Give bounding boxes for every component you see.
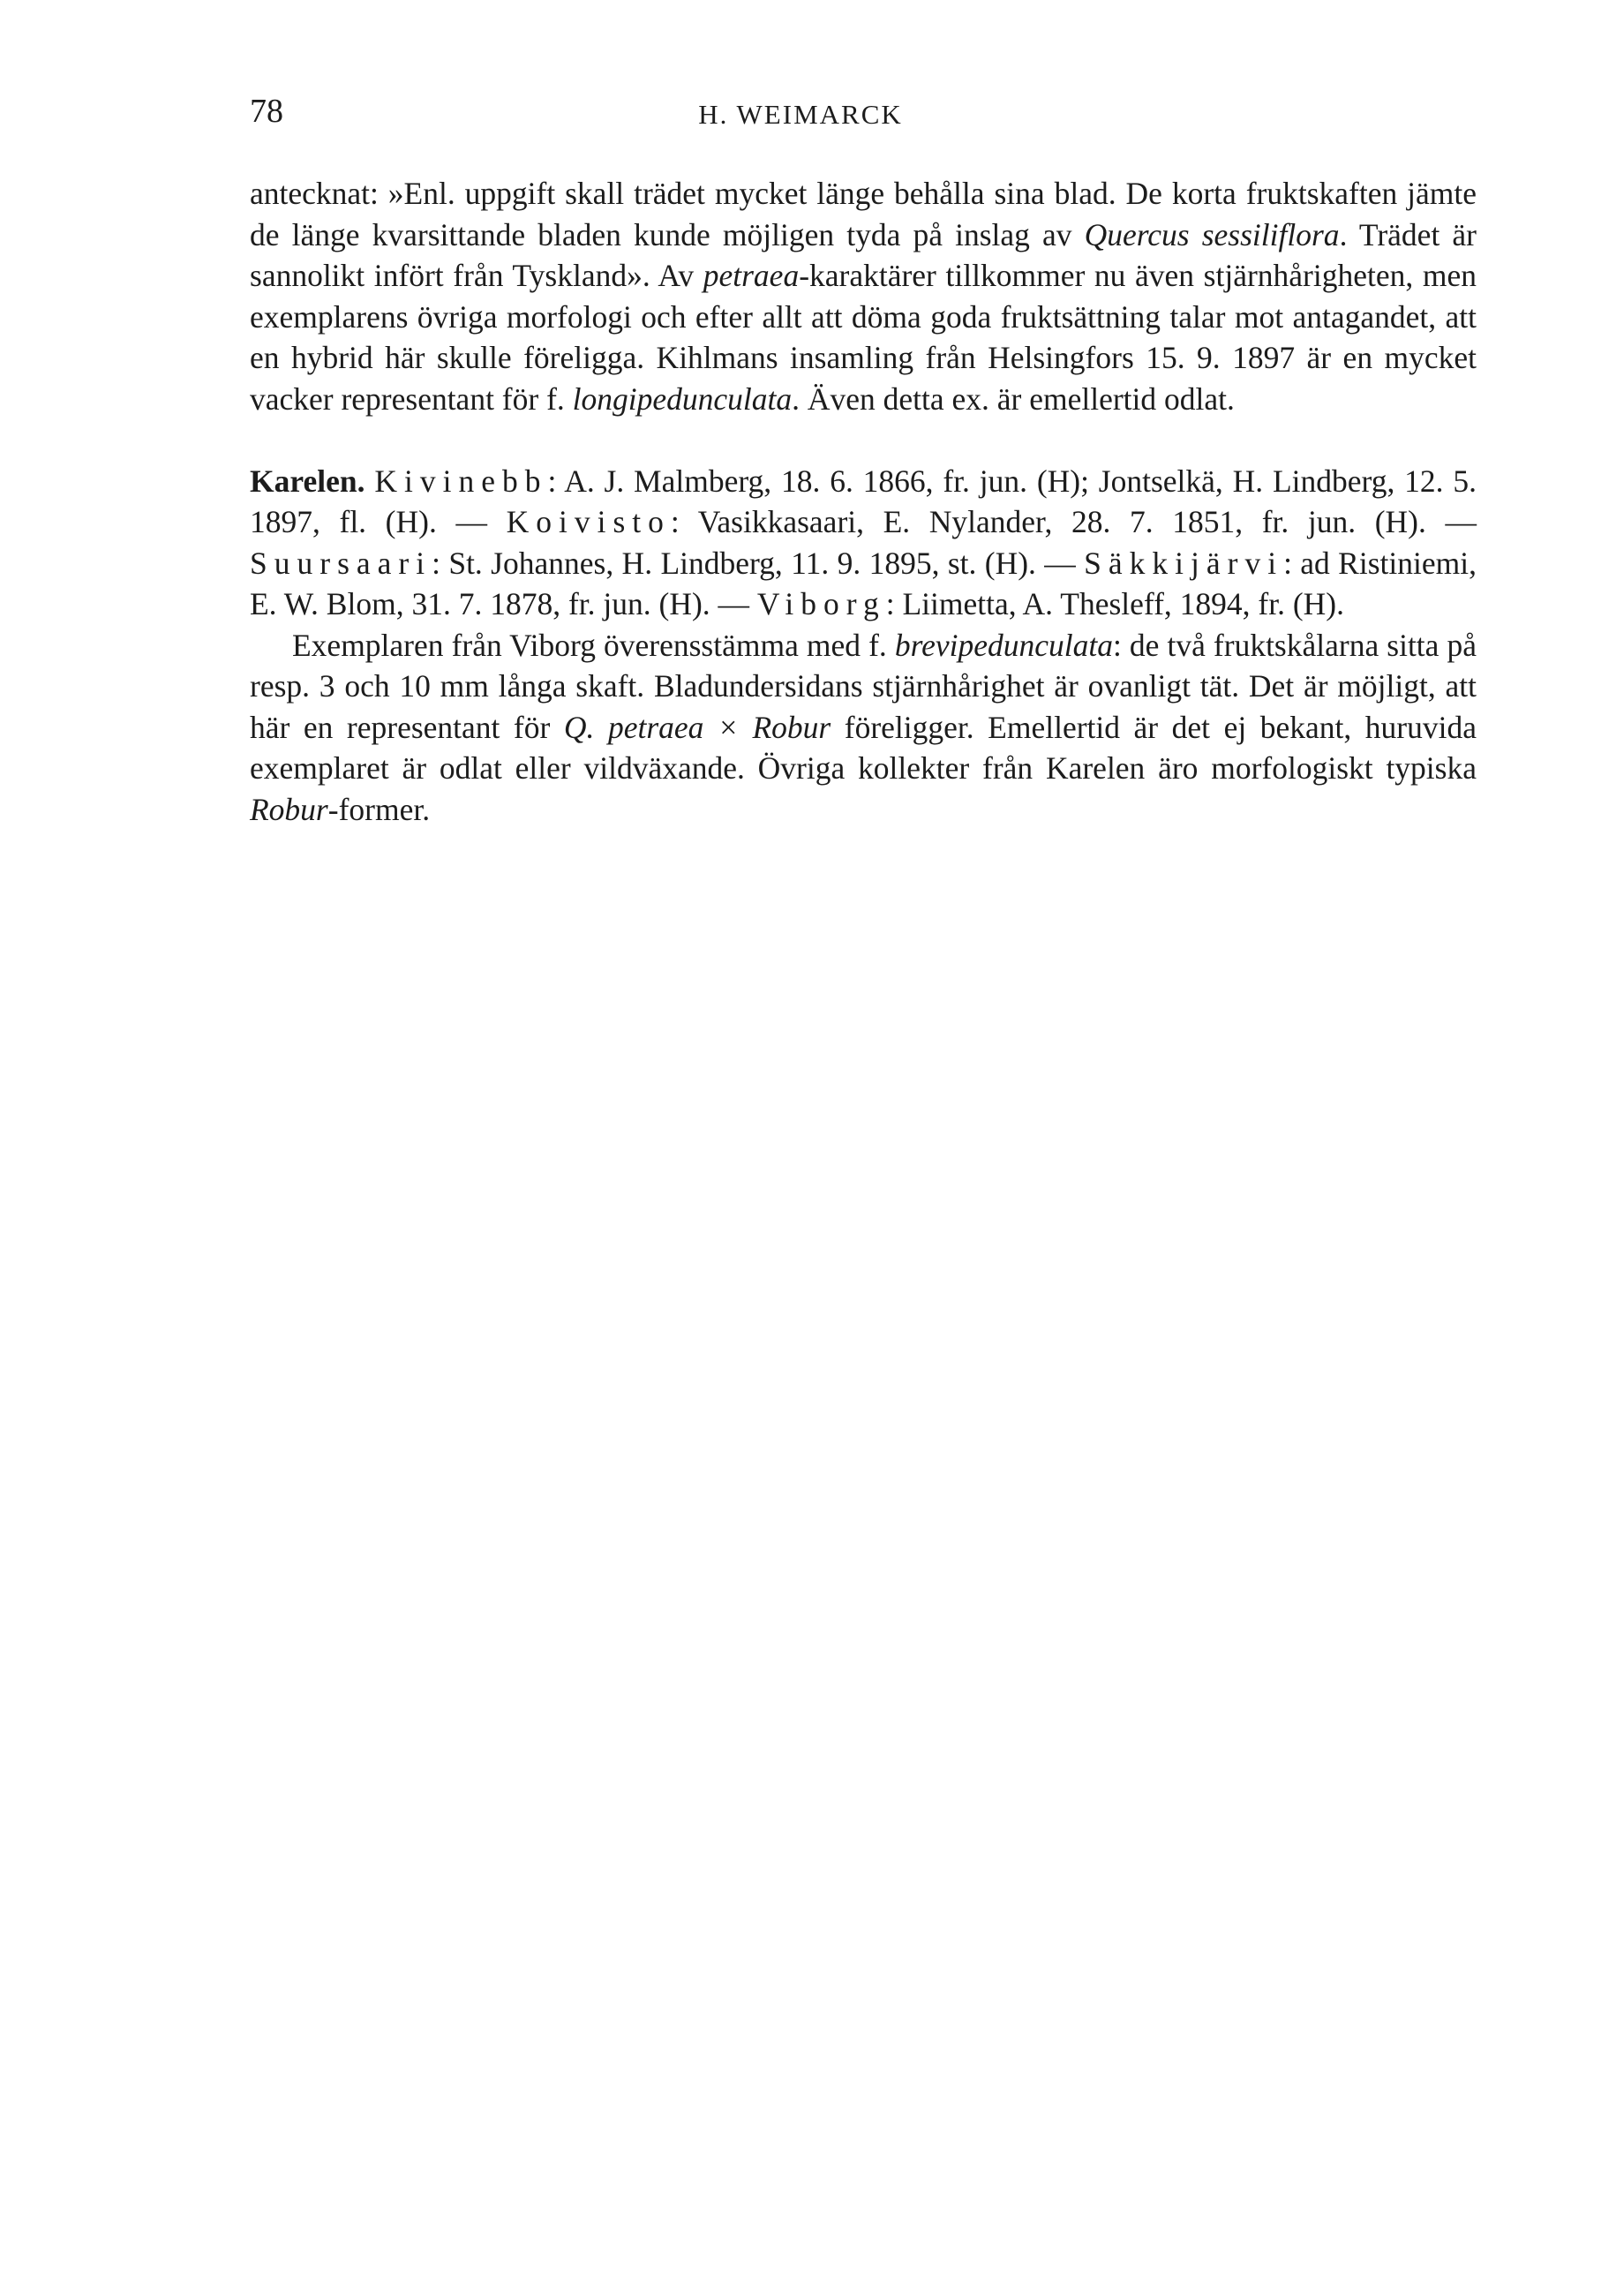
locality-paragraph bbox=[250, 461, 1477, 625]
running-head: H. WEIMARCK bbox=[698, 99, 903, 130]
text-run: : St. Johannes, H. Lindberg, 11. 9. 1895, st. (H). — bbox=[432, 545, 1085, 581]
text-run: antecknat: »Enl. uppgift skall trädet mycket länge behålla sina blad. De korta fruktskaften jämte de länge kvarsittande bladen kunde möjligen tyda på inslag av bbox=[250, 176, 1477, 252]
locality-name: Viborg bbox=[756, 586, 886, 621]
region-heading: Karelen. bbox=[250, 463, 365, 499]
taxon-name: Robur bbox=[250, 791, 328, 827]
locality-name: Suursaari bbox=[250, 545, 432, 581]
paragraph bbox=[250, 625, 1477, 831]
page-number: 78 bbox=[250, 93, 283, 130]
taxon-name: Quercus sessiliflora bbox=[1084, 216, 1340, 252]
taxon-form-name: longipedunculata bbox=[572, 380, 793, 417]
text-run: . Trädet är sannolikt infört från Tyskland». Av bbox=[250, 216, 1477, 293]
text-run: : Liimetta, A. Thesleff, 1894, fr. (H). bbox=[885, 586, 1344, 621]
text-run: -former. bbox=[327, 791, 431, 827]
locality-name: Koivisto bbox=[506, 504, 671, 539]
text-run: . Även detta ex. är emellertid odlat. bbox=[792, 380, 1235, 417]
text-run: : ad Ristiniemi, E. W. Blom, 31. 7. 1878, fr. jun. (H). — bbox=[250, 545, 1477, 621]
text-run: föreligger. Emellertid är det ej bekant, huruvida exemplaret är odlat eller vildväxande. Övriga kollekter från Karelen äro morfologiskt typiska bbox=[250, 709, 1477, 786]
text-run: : de två fruktskålarna sitta på resp. 3 och 10 mm långa skaft. Bladundersidans stjärnhårighet är ovanligt tät. Det är möjligt, att här en representant för bbox=[250, 627, 1477, 745]
taxon-name: petraea bbox=[703, 258, 800, 293]
text-run: Exemplaren från Viborg överensstämma med f. bbox=[292, 627, 895, 663]
text-run: -karaktärer tillkommer nu även stjärnhårigheten, men exemplarens övriga morfologi och efter allt att döma goda fruktsättning talar mot antagandet, att en hybrid här skulle föreligga. Kihlmans insamling från Helsingfors 15. 9. 1897 är en mycket vacker representant för f. bbox=[250, 258, 1477, 417]
paragraph-continued bbox=[250, 173, 1477, 419]
text-run: : Vasikkasaari, E. Nylander, 28. 7. 1851, fr. jun. (H). — bbox=[670, 504, 1477, 539]
locality-name: Kivinebb bbox=[374, 463, 548, 499]
locality-name: Säkkijärvi bbox=[1084, 545, 1284, 581]
body-text bbox=[250, 173, 1477, 830]
text-run: : A. J. Malmberg, 18. 6. 1866, fr. jun. (H); Jontselkä, H. Lindberg, 12. 5. 1897, fl. (H). — bbox=[250, 463, 1477, 539]
page-header bbox=[0, 92, 1601, 145]
taxon-form-name: brevipedunculata bbox=[894, 627, 1113, 663]
taxon-hybrid-name: Q. petraea × Robur bbox=[563, 709, 831, 745]
